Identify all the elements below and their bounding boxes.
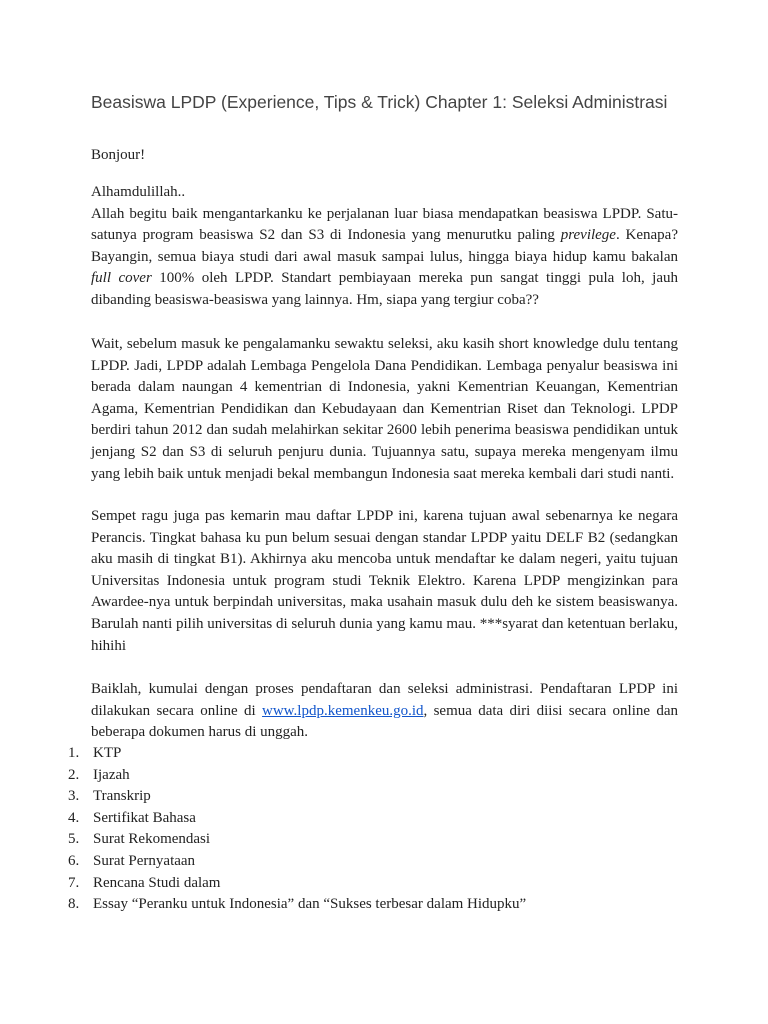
paragraph-registration [91,679,678,744]
intro-emphasis: previlege [560,227,616,244]
list-label: Essay “Peranku untuk Indonesia” dan “Sukses terbesar dalam Hidupku” [93,896,527,913]
list-item [68,786,526,808]
list-number: 5. [68,831,80,848]
lpdp-website-link[interactable]: www.lpdp.kemenkeu.go.id [262,702,424,719]
list-number: 8. [68,896,80,913]
page-title: Beasiswa LPDP (Experience, Tips & Trick) Chapter 1: Seleksi Administrasi [91,92,668,112]
registration-text: Baiklah, kumulai dengan proses pendaftaran dan seleksi administrasi. Pendaftaran LPDP ini dilakukan secara online di [91,681,678,719]
list-number: 7. [68,874,80,891]
intro-text-end: 100% oleh LPDP. Standart pembiayaan mereka pun sangat tinggi pula loh, jauh dibanding beasiswa-beasiswa yang lainnya. Hm, siapa yang tergiur coba?? [91,270,678,308]
list-number: 4. [68,809,80,826]
intro-text-cont: . Kenapa? Bayangin, semua biaya studi dari awal masuk sampai lulus, hingga biaya hidup kamu bakalan [91,227,678,265]
list-label: Rencana Studi dalam [93,874,221,891]
list-item [68,873,526,895]
intro-emphasis-2: full cover [91,270,152,287]
intro-opening: Alhamdulillah.. [91,184,186,200]
list-item [68,808,526,830]
registration-text-end: , semua data diri diisi secara online dan beberapa dokumen harus di unggah. [91,702,679,741]
paragraph-intro [91,182,678,312]
list-label: Surat Pernyataan [93,852,196,869]
list-item [68,894,526,916]
list-number: 1. [68,745,80,761]
list-item [68,765,526,787]
list-label: KTP [93,745,122,761]
paragraph-experience: Sempet ragu juga pas kemarin mau daftar LPDP ini, karena tujuan awal sebenarnya ke negara Perancis. Tingkat bahasa ku pun belum sesuai dengan standar LPDP yaitu DELF B2 (sedangkan aku masih di tingkat B1). Akhirnya aku mencoba untuk mendaftar ke dalam negeri, yaitu tujuan Universitas Indonesia untuk program studi Teknik Elektro. Karena LPDP mengizinkan para Awardee-nya untuk berpindah universitas, maka usahain masuk dulu deh ke sistem beasiswanya. Barulah nanti pilih universitas di seluruh dunia yang kamu mau. ***syarat dan ketentuan berlaku, hihihi [91,508,678,654]
list-number: 2. [68,766,80,783]
list-item [68,851,526,873]
list-label: Surat Rekomendasi [93,831,211,848]
list-item [68,743,526,765]
list-number: 6. [68,852,80,869]
list-label: Ijazah [93,766,130,783]
list-label: Transkrip [93,788,151,805]
list-label: Sertifikat Bahasa [93,809,196,826]
paragraph-about-lpdp: Wait, sebelum masuk ke pengalamanku sewaktu seleksi, aku kasih short knowledge dulu tentang LPDP. Jadi, LPDP adalah Lembaga Pengelola Dana Pendidikan. Lembaga penyalur beasiswa ini berada dalam naungan 4 kementrian di Indonesia, yakni Kementrian Keuangan, Kementrian Agama, Kementrian Pendidikan dan Kebudayaan dan Kementrian Riset dan Teknologi. LPDP berdiri tahun 2012 dan sudah melahirkan sekitar 2600 lebih penerima beasiswa pendidikan untuk jenjang S2 dan S3 di seluruh penjuru dunia. Tujuannya satu, supaya mereka mengenyam ilmu yang lebih baik untuk menjadi bekal membangun Indonesia saat mereka kembali dari studi nanti. [91,336,678,482]
list-item [68,829,526,851]
intro-text: Allah begitu baik mengantarkanku ke perjalanan luar biasa mendapatkan beasiswa LPDP. Satu-satunya program beasiswa S2 dan S3 di Indonesia yang menurutku paling [91,205,678,244]
greeting: Bonjour! [91,147,146,163]
list-number: 3. [68,788,80,805]
required-documents-list [68,743,526,916]
